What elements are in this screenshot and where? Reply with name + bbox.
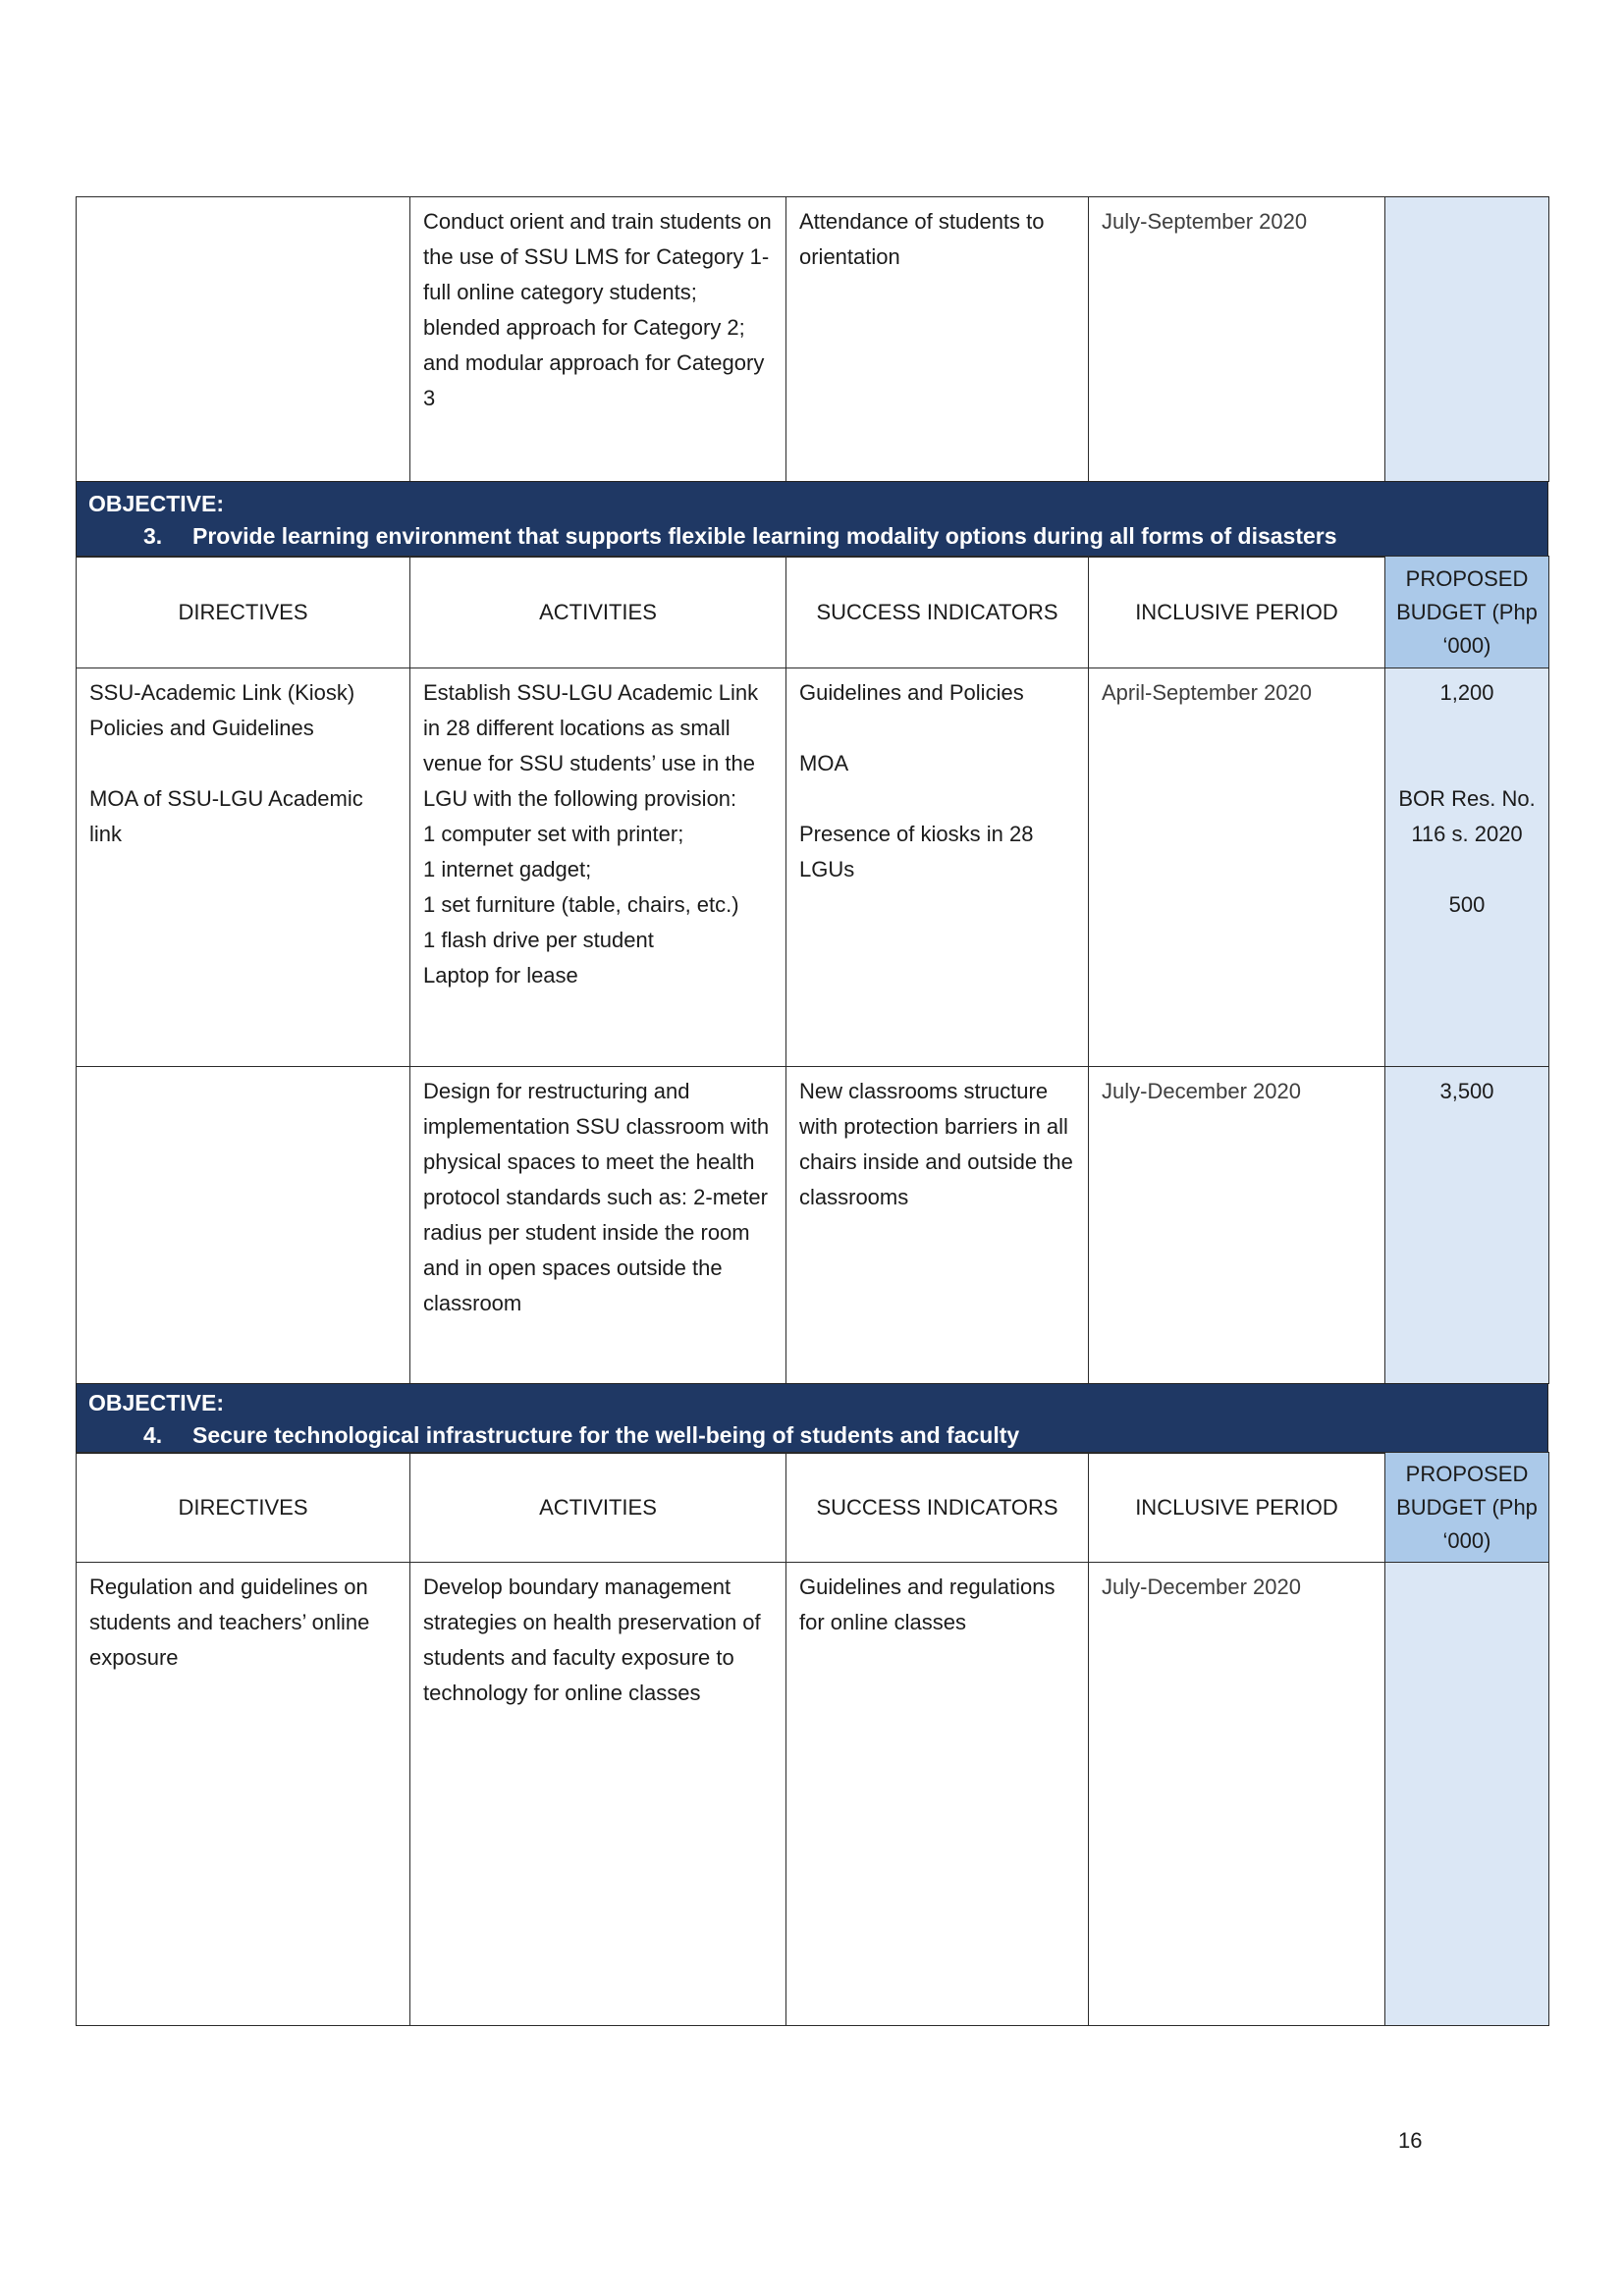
activities-text: Develop boundary management strategies on health preservation of students and faculty exposure to technology for online classes [423,1575,761,1705]
budget-amount: 3,500 [1439,1079,1494,1103]
directives-text: Regulation and guidelines on students and teachers’ online exposure [89,1575,370,1670]
cell-activities [410,1067,786,1384]
cell-directives-empty [77,197,410,482]
cell-success-indicators [786,197,1089,482]
period-text: July-September 2020 [1102,209,1308,234]
activities-text: 1 internet gadget; [423,857,592,881]
cell-budget-empty [1385,1563,1549,2026]
header-inclusive-period: INCLUSIVE PERIOD [1089,557,1385,668]
success-text: Attendance of students to orientation [799,209,1045,269]
objective-4-line [88,1419,1536,1452]
success-text: Guidelines and Policies [799,680,1024,705]
directives-text: MOA of SSU-LGU Academic link [89,786,363,846]
objective-4-table [76,1452,1549,2026]
table-row [77,1563,1549,2026]
activities-text: Establish SSU-LGU Academic Link in 28 different locations as small venue for SSU students’ use in the LGU with the following provision: [423,680,759,811]
table-row [77,197,1549,482]
period-text: July-December 2020 [1102,1079,1301,1103]
table-row [77,668,1549,1067]
cell-activities [410,668,786,1067]
header-activities: ACTIVITIES [410,1453,786,1563]
header-success-indicators: SUCCESS INDICATORS [786,1453,1089,1563]
period-text: July-December 2020 [1102,1575,1301,1599]
budget-reference: BOR Res. No. 116 s. 2020 [1398,786,1536,846]
cell-inclusive-period [1089,668,1385,1067]
budget-amount: 1,200 [1439,680,1494,705]
cell-budget [1385,1067,1549,1384]
objective-3-label: OBJECTIVE: [88,490,225,516]
budget-amount: 500 [1448,892,1486,917]
cell-directives [77,1563,410,2026]
objective-4-banner [76,1383,1548,1454]
directives-text: SSU-Academic Link (Kiosk) Policies and Guidelines [89,680,355,740]
activities-text: 1 flash drive per student [423,928,654,952]
objective-4-number: 4. [143,1421,163,1448]
header-row [77,557,1549,668]
objective-3-title: Provide learning environment that supports flexible learning modality options during all forms of disasters [192,522,1337,549]
objective-3-number: 3. [143,522,163,549]
cell-inclusive-period [1089,1563,1385,2026]
document-body [76,196,1548,2026]
header-proposed-budget: PROPOSED BUDGET (Php ‘000) [1385,1453,1549,1563]
activities-text: 1 computer set with printer; [423,822,684,846]
objective-3-banner [76,481,1548,558]
period-text: April-September 2020 [1102,680,1313,705]
header-directives: DIRECTIVES [77,1453,410,1563]
header-row [77,1453,1549,1563]
success-text: Guidelines and regulations for online classes [799,1575,1056,1634]
cell-directives [77,668,410,1067]
activities-text: Laptop for lease [423,963,578,988]
objective-4-title: Secure technological infrastructure for the well-being of students and faculty [192,1421,1020,1448]
success-text: Presence of kiosks in 28 LGUs [799,822,1034,881]
activities-text: Design for restructuring and implementation SSU classroom with physical spaces to meet the health protocol standards such as: 2-meter radius per student inside the room and in open spaces outside the classroom [423,1079,770,1315]
success-text: MOA [799,751,849,775]
header-proposed-budget: PROPOSED BUDGET (Php ‘000) [1385,557,1549,668]
activities-text: 1 set furniture (table, chairs, etc.) [423,892,739,917]
cell-inclusive-period [1089,1067,1385,1384]
cell-directives-empty [77,1067,410,1384]
objective-3-table [76,556,1549,1384]
continuation-table [76,196,1549,482]
header-inclusive-period: INCLUSIVE PERIOD [1089,1453,1385,1563]
objective-3-line [88,520,1536,553]
cell-inclusive-period [1089,197,1385,482]
cell-activities [410,1563,786,2026]
header-success-indicators: SUCCESS INDICATORS [786,557,1089,668]
cell-budget-empty [1385,197,1549,482]
cell-budget [1385,668,1549,1067]
page-number: 16 [1398,2128,1423,2153]
activities-text: Conduct orient and train students on the use of SSU LMS for Category 1-full online category students; blended approach for Category 2; and modular approach for Category 3 [423,209,772,410]
cell-success-indicators [786,1563,1089,2026]
cell-activities [410,197,786,482]
cell-success-indicators [786,1067,1089,1384]
objective-4-label: OBJECTIVE: [88,1389,225,1415]
table-row [77,1067,1549,1384]
success-text: New classrooms structure with protection barriers in all chairs inside and outside the classrooms [799,1079,1073,1209]
cell-success-indicators [786,668,1089,1067]
header-activities: ACTIVITIES [410,557,786,668]
header-directives: DIRECTIVES [77,557,410,668]
